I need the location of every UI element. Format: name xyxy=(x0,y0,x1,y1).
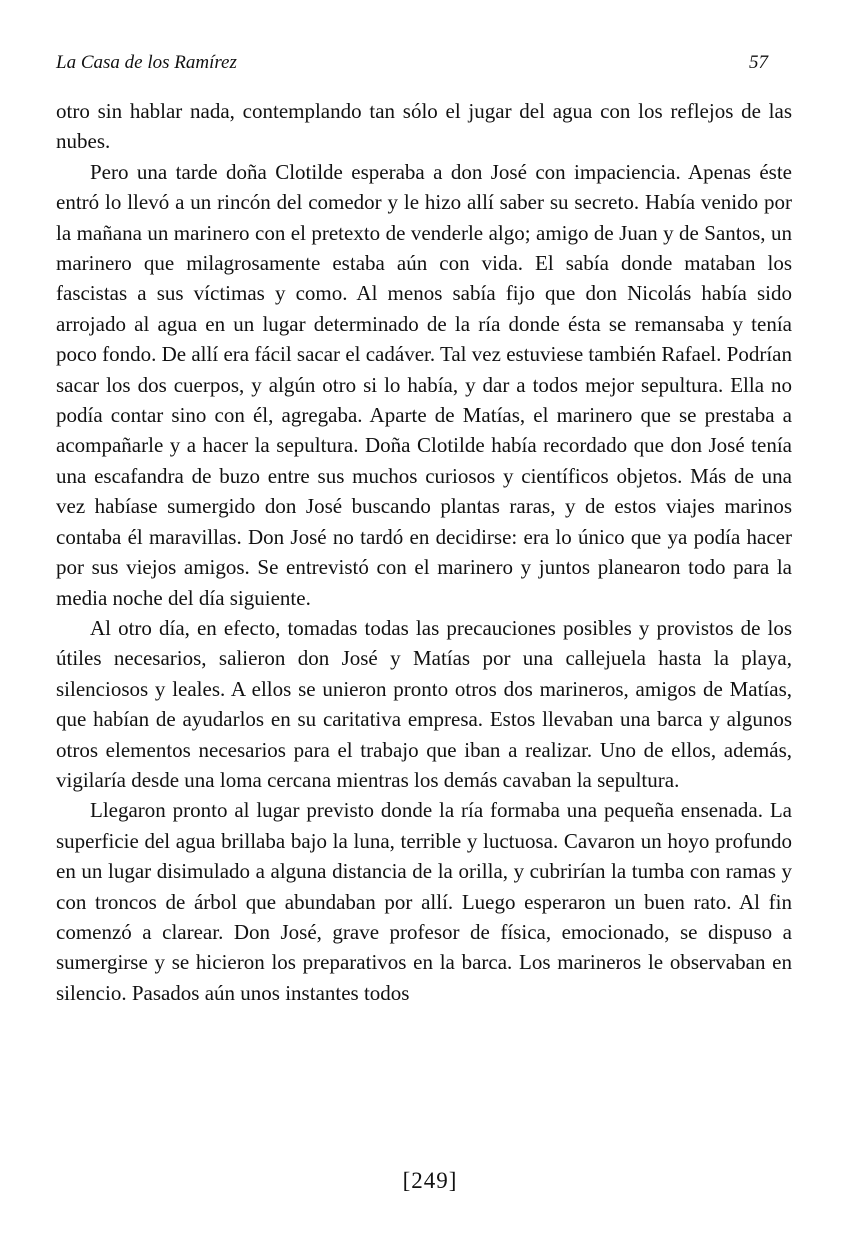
paragraph: Pero una tarde doña Clotilde esperaba a don José con impaciencia. Apenas éste entró lo llevó a un rincón del comedor y le hizo allí saber su secreto. Había venido por la mañana un marinero con el pretexto de venderle algo; amigo de Juan y de Santos, un marinero que milagrosamente estaba aún con vida. El sabía donde mataban los fascistas a sus víctimas y como. Al menos sabía fijo que don Nicolás había sido arrojado al agua en un lugar determinado de la ría donde ésta se remansaba y tenía poco fondo. De allí era fácil sacar el cadáver. Tal vez estuviese también Rafael. Podrían sacar los dos cuerpos, y algún otro si lo había, y dar a todos mejor sepultura. Ella no podía contar sino con él, agregaba. Aparte de Matías, el marinero que se prestaba a acompañarle y a hacer la sepultura. Doña Clotilde había recordado que don José tenía una escafandra de buzo entre sus muchos curiosos y científicos objetos. Más de una vez habíase sumergido don José buscando plantas raras, y de estos viajes marinos contaba él maravillas. Don José no tardó en decidirse: era lo único que ya podía hacer por sus viejos amigos. Se entrevistó con el marinero y juntos planearon todo para la media noche del día siguiente. xyxy=(56,159,792,610)
page-number: 57 xyxy=(749,52,768,73)
paragraph: Al otro día, en efecto, tomadas todas las precauciones posibles y provistos de los útiles necesarios, salieron don José y Matías por una callejuela hasta la playa, silenciosos y leales. A ellos se unieron pronto otros dos marineros, amigos de Matías, que habían de ayudarlos en su caritativa empresa. Estos llevaban una barca y algunos otros elementos necesarios para el trabajo que iban a realizar. Uno de ellos, además, vigilaría desde una loma cercana mientras los demás cavaban la sepultura. xyxy=(56,615,792,792)
paragraph: otro sin hablar nada, contemplando tan sólo el jugar del agua con los reflejos de las nubes. xyxy=(56,99,792,154)
body-text xyxy=(56,96,792,1008)
running-head xyxy=(56,52,792,96)
paragraph: Llegaron pronto al lugar previsto donde la ría formaba una pequeña ensenada. La superficie del agua brillaba bajo la luna, terrible y luctuosa. Cavaron un hoyo profundo en un lugar disimulado a alguna distancia de la orilla, y cubrirían la tumba con ramas y con troncos de árbol que abundaban por allí. Luego esperaron un buen rato. Al fin comenzó a clarear. Don José, grave profesor de física, emocionado, se dispuso a sumergirse y se hicieron los preparativos en la barca. Los marineros le observaban en silencio. Pasados aún unos instantes todos xyxy=(56,798,792,1005)
book-page xyxy=(56,52,792,1008)
running-title: La Casa de los Ramírez xyxy=(56,52,237,73)
folio-number: [249] xyxy=(402,1168,458,1193)
